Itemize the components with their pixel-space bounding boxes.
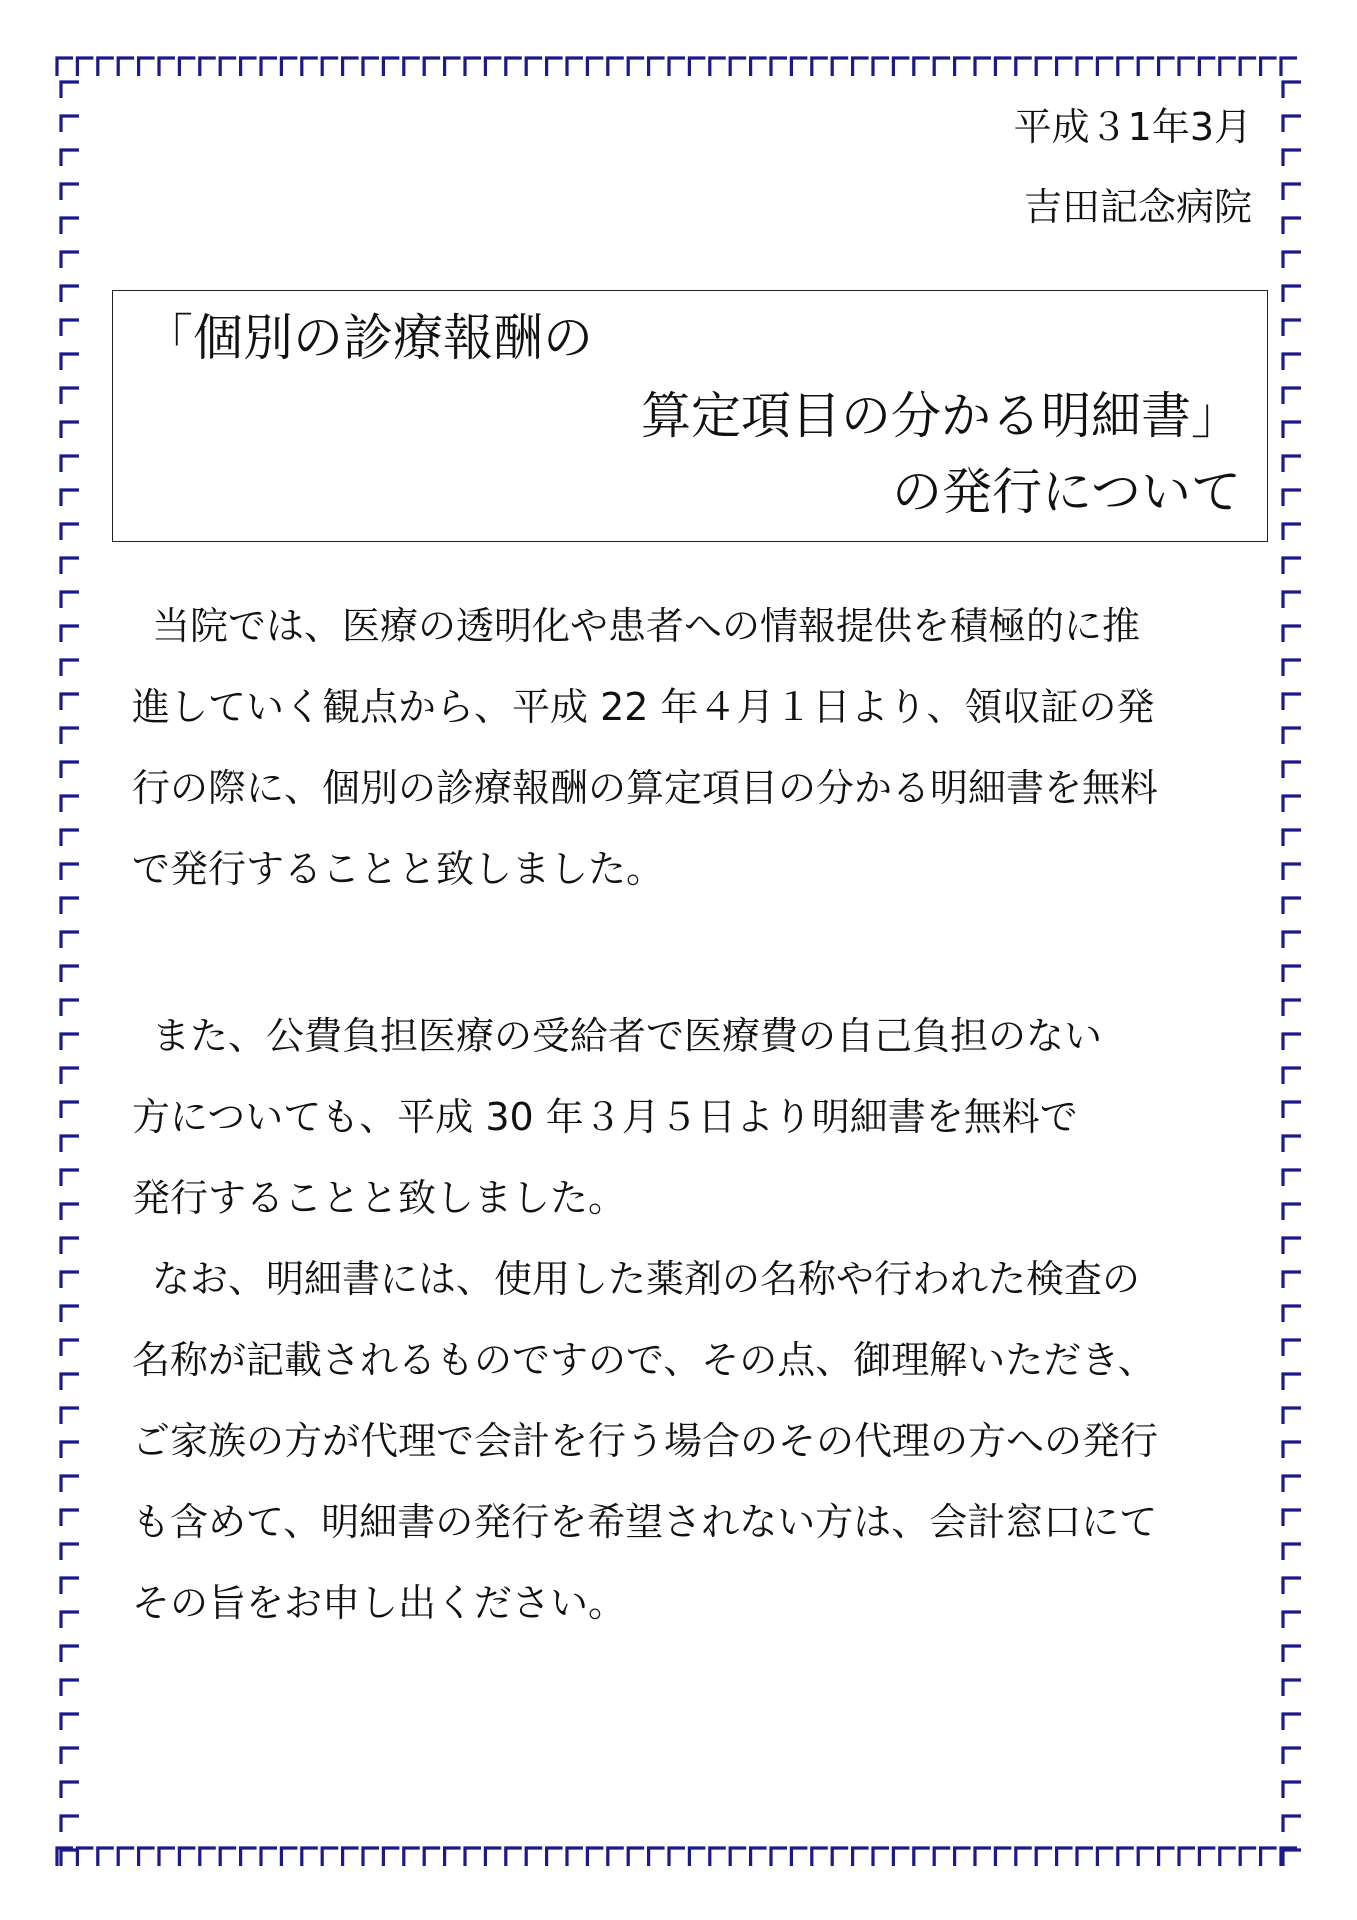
paragraph-1-line: 当院では、医療の透明化や患者への情報提供を積極的に推 xyxy=(152,604,1141,648)
decorative-border-top xyxy=(55,52,1307,82)
paragraph-1-line: で発行することと致しました。 xyxy=(132,847,665,891)
decorative-border-left xyxy=(55,52,85,1872)
title-line-1: 「個別の診療報酬の xyxy=(143,309,593,367)
paragraph-3-line: その旨をお申し出ください。 xyxy=(132,1581,627,1625)
paragraph-3-line: ご家族の方が代理で会計を行う場合のその代理の方への発行 xyxy=(132,1419,1159,1463)
paragraph-1-line: 行の際に、個別の診療報酬の算定項目の分かる明細書を無料 xyxy=(132,766,1159,810)
hospital-name: 吉田記念病院 xyxy=(1023,185,1252,229)
title-line-3: の発行について xyxy=(892,463,1241,521)
paragraph-3-line: も含めて、明細書の発行を希望されない方は、会計窓口にて xyxy=(132,1500,1158,1544)
paragraph-3-line: 名称が記載されるものですので、その点、御理解いただき、 xyxy=(132,1338,1156,1382)
decorative-border-bottom xyxy=(55,1842,1307,1872)
paragraph-1-line: 進していく観点から、平成 22 年４月１日より、領収証の発 xyxy=(132,685,1155,729)
document-date: 平成３1年3月 xyxy=(1013,105,1252,149)
decorative-border-right xyxy=(1277,52,1307,1872)
paragraph-3-line: なお、明細書には、使用した薬剤の名称や行われた検査の xyxy=(152,1257,1141,1301)
paragraph-2-line: また、公費負担医療の受給者で医療費の自己負担のない xyxy=(152,1014,1103,1058)
title-line-2: 算定項目の分かる明細書」 xyxy=(641,387,1241,445)
paragraph-2-line: 方についても、平成 30 年３月５日より明細書を無料で xyxy=(132,1095,1078,1139)
paragraph-2-line: 発行することと致しました。 xyxy=(132,1176,627,1220)
title-box xyxy=(112,290,1268,542)
